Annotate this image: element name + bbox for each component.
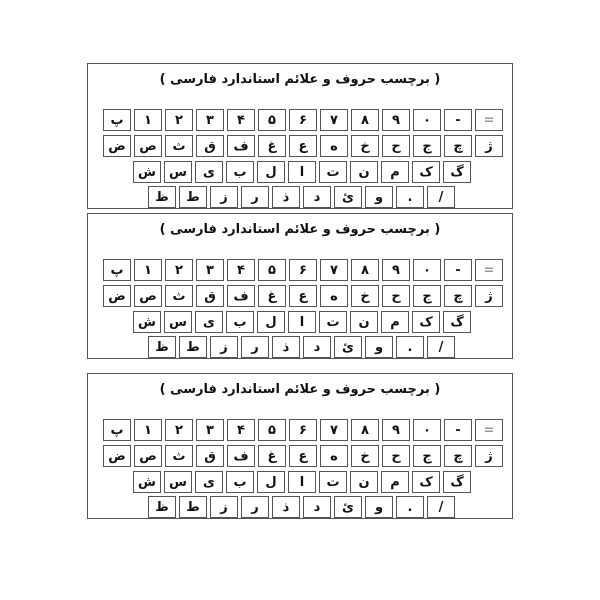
key-label: ل xyxy=(257,311,285,333)
key-label: ک xyxy=(412,161,440,183)
key-label: ژ xyxy=(475,135,503,157)
key-label: ی xyxy=(195,471,223,493)
key-label: = xyxy=(475,259,503,281)
key-label: پ xyxy=(103,259,131,281)
key-label: ل xyxy=(257,161,285,183)
key-label: . xyxy=(396,336,424,358)
label-sheet-2 xyxy=(87,213,513,359)
key-label: خ xyxy=(351,445,379,467)
key-label: ق xyxy=(196,445,224,467)
key-label: ۴ xyxy=(227,419,255,441)
key-label: ج xyxy=(413,135,441,157)
key-label: ۱ xyxy=(134,419,162,441)
key-label: ۴ xyxy=(227,259,255,281)
key-label: ف xyxy=(227,135,255,157)
key-label: ۷ xyxy=(320,419,348,441)
key-label: ئ xyxy=(334,186,362,208)
key-label: ۸ xyxy=(351,259,379,281)
key-label: پ xyxy=(103,419,131,441)
key-label: ۳ xyxy=(196,419,224,441)
key-label: ض xyxy=(103,135,131,157)
key-label: ۱ xyxy=(134,109,162,131)
key-label: ۷ xyxy=(320,109,348,131)
key-label: و xyxy=(365,496,393,518)
key-label: غ xyxy=(258,445,286,467)
key-label: ۵ xyxy=(258,419,286,441)
key-label: / xyxy=(427,496,455,518)
key-label: ت xyxy=(319,311,347,333)
key-label: ۹ xyxy=(382,109,410,131)
key-label: ب xyxy=(226,471,254,493)
key-label: ذ xyxy=(272,496,300,518)
key-label: ئ xyxy=(334,336,362,358)
sheet-title: ( برچسب حروف و علائم استاندارد فارسی ) xyxy=(159,72,441,87)
key-label: ۲ xyxy=(165,259,193,281)
key-label: ص xyxy=(134,285,162,307)
key-label: ص xyxy=(134,135,162,157)
key-label: ع xyxy=(289,135,317,157)
key-label: ف xyxy=(227,285,255,307)
key-label: ح xyxy=(382,135,410,157)
key-label: ظ xyxy=(148,496,176,518)
key-label: پ xyxy=(103,109,131,131)
key-label: ز xyxy=(210,186,238,208)
key-label: ب xyxy=(226,311,254,333)
key-label: ۳ xyxy=(196,259,224,281)
key-label: ت xyxy=(319,471,347,493)
key-label: گ xyxy=(443,311,471,333)
key-label: ب xyxy=(226,161,254,183)
key-label: ئ xyxy=(334,496,362,518)
key-label: ه xyxy=(320,135,348,157)
key-label: ق xyxy=(196,135,224,157)
key-label: ر xyxy=(241,186,269,208)
sheet-title: ( برچسب حروف و علائم استاندارد فارسی ) xyxy=(159,382,441,397)
key-label: ۸ xyxy=(351,109,379,131)
key-label: و xyxy=(365,186,393,208)
key-label: ق xyxy=(196,285,224,307)
key-label: د xyxy=(303,336,331,358)
key-label: ۱ xyxy=(134,259,162,281)
key-label: ن xyxy=(350,161,378,183)
key-label: د xyxy=(303,186,331,208)
key-label: ۶ xyxy=(289,109,317,131)
key-label: ع xyxy=(289,445,317,467)
key-label: خ xyxy=(351,135,379,157)
key-label: گ xyxy=(443,161,471,183)
key-label: / xyxy=(427,336,455,358)
key-label: ص xyxy=(134,445,162,467)
key-label: م xyxy=(381,471,409,493)
key-label: ح xyxy=(382,445,410,467)
key-label: ۶ xyxy=(289,419,317,441)
key-label: ژ xyxy=(475,445,503,467)
key-label: ۵ xyxy=(258,109,286,131)
key-label: ذ xyxy=(272,336,300,358)
key-label: غ xyxy=(258,135,286,157)
key-label: ۲ xyxy=(165,419,193,441)
key-label: ش xyxy=(133,311,161,333)
key-label: ۹ xyxy=(382,419,410,441)
key-label: ۰ xyxy=(413,259,441,281)
key-label: غ xyxy=(258,285,286,307)
key-label: - xyxy=(444,109,472,131)
key-label: ل xyxy=(257,471,285,493)
key-label: ۶ xyxy=(289,259,317,281)
key-label: ظ xyxy=(148,336,176,358)
key-label: ا xyxy=(288,161,316,183)
key-label: ط xyxy=(179,336,207,358)
key-label: . xyxy=(396,496,424,518)
key-label: ح xyxy=(382,285,410,307)
key-label: ا xyxy=(288,311,316,333)
key-label: ف xyxy=(227,445,255,467)
key-label: - xyxy=(444,259,472,281)
label-sheet-3 xyxy=(87,373,513,519)
key-label: ش xyxy=(133,161,161,183)
key-label: ۸ xyxy=(351,419,379,441)
key-label: ی xyxy=(195,161,223,183)
key-label: و xyxy=(365,336,393,358)
key-label: س xyxy=(164,471,192,493)
key-label: خ xyxy=(351,285,379,307)
key-label: م xyxy=(381,161,409,183)
key-label: ی xyxy=(195,311,223,333)
key-label: ۴ xyxy=(227,109,255,131)
key-label: - xyxy=(444,419,472,441)
key-label: ع xyxy=(289,285,317,307)
key-label: ث xyxy=(165,445,193,467)
key-label: ط xyxy=(179,496,207,518)
key-label: ا xyxy=(288,471,316,493)
key-label: ۳ xyxy=(196,109,224,131)
key-label: چ xyxy=(444,445,472,467)
key-label: ن xyxy=(350,311,378,333)
key-label: چ xyxy=(444,135,472,157)
key-label: . xyxy=(396,186,424,208)
key-label: س xyxy=(164,161,192,183)
key-label: = xyxy=(475,419,503,441)
key-label: ژ xyxy=(475,285,503,307)
key-label: د xyxy=(303,496,331,518)
key-label: ض xyxy=(103,285,131,307)
key-label: ذ xyxy=(272,186,300,208)
key-label: ۰ xyxy=(413,109,441,131)
key-label: ث xyxy=(165,135,193,157)
key-label: ۰ xyxy=(413,419,441,441)
label-sheet-1 xyxy=(87,63,513,209)
key-label: ۲ xyxy=(165,109,193,131)
key-label: ه xyxy=(320,445,348,467)
key-label: گ xyxy=(443,471,471,493)
key-label: ت xyxy=(319,161,347,183)
key-label: ر xyxy=(241,336,269,358)
key-label: م xyxy=(381,311,409,333)
key-label: ج xyxy=(413,445,441,467)
key-label: ث xyxy=(165,285,193,307)
key-label: ظ xyxy=(148,186,176,208)
key-label: ز xyxy=(210,336,238,358)
key-label: / xyxy=(427,186,455,208)
key-label: ر xyxy=(241,496,269,518)
key-label: ز xyxy=(210,496,238,518)
key-label: ش xyxy=(133,471,161,493)
key-label: ج xyxy=(413,285,441,307)
key-label: ض xyxy=(103,445,131,467)
key-label: ک xyxy=(412,311,440,333)
key-label: ۹ xyxy=(382,259,410,281)
key-label: چ xyxy=(444,285,472,307)
key-label: ک xyxy=(412,471,440,493)
sheet-title: ( برچسب حروف و علائم استاندارد فارسی ) xyxy=(159,222,441,237)
key-label: س xyxy=(164,311,192,333)
key-label: ط xyxy=(179,186,207,208)
key-label: ۷ xyxy=(320,259,348,281)
key-label: ن xyxy=(350,471,378,493)
key-label: ه xyxy=(320,285,348,307)
key-label: ۵ xyxy=(258,259,286,281)
key-label: = xyxy=(475,109,503,131)
